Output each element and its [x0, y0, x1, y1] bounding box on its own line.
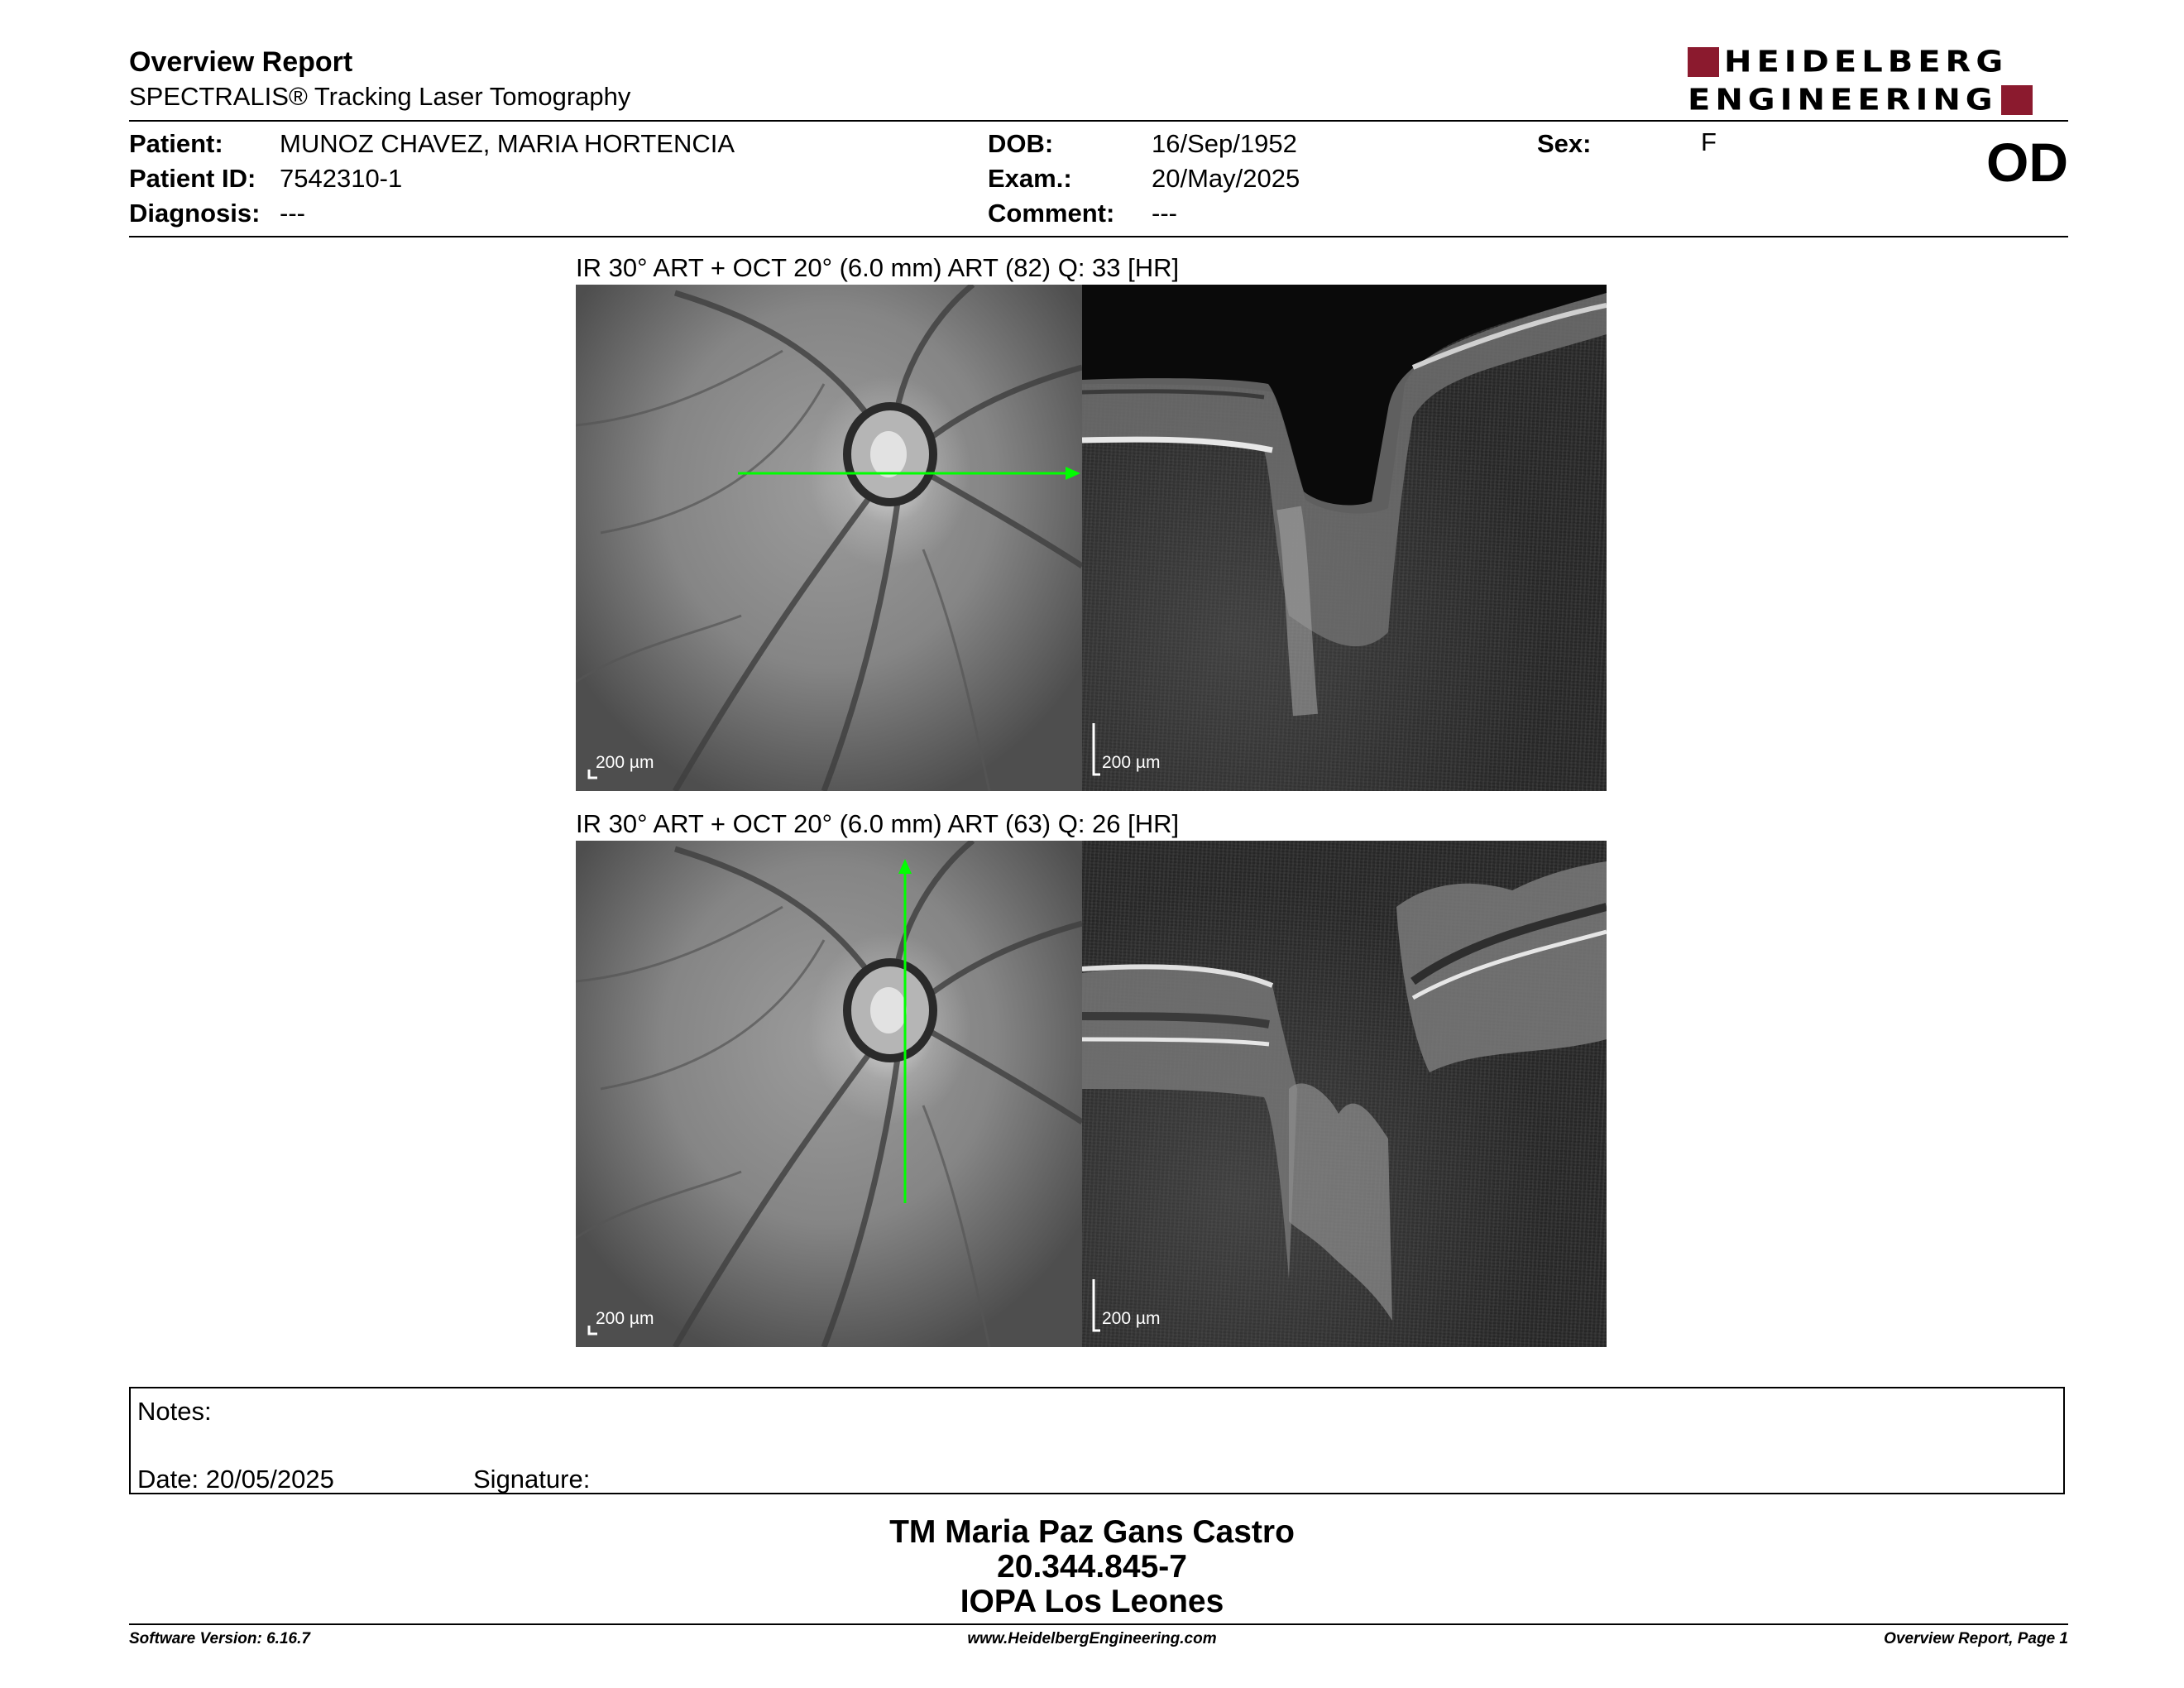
scan-2-oct-image: [1082, 841, 1607, 1347]
scan-2-arrow-head: [898, 859, 912, 874]
scan-1-fundus-vessels: [576, 285, 1082, 791]
exam-label: Exam.:: [988, 164, 1072, 193]
signer-institution: IOPA Los Leones: [960, 1584, 1224, 1619]
scan-1-arrow-head: [1066, 467, 1080, 480]
website-link[interactable]: www.HeidelbergEngineering.com: [967, 1630, 1217, 1647]
patient-divider: [129, 236, 2068, 237]
heidelberg-logo: [1688, 45, 2068, 117]
logo-line-1: HEIDELBERG: [1724, 45, 2009, 79]
patient-id-label: Patient ID:: [129, 164, 256, 193]
patient-label: Patient:: [129, 129, 223, 158]
exam-date: 20/May/2025: [1152, 164, 1300, 193]
logo-square-left: [1688, 47, 1719, 77]
scan-2-oct-scale-bar: [1094, 1279, 1100, 1331]
signer-rut: 20.344.845-7: [997, 1549, 1187, 1585]
diagnosis-value: ---: [280, 199, 305, 228]
patient-name: MUNOZ CHAVEZ, MARIA HORTENCIA: [280, 129, 735, 158]
scan-1-oct-scale-bar: [1094, 723, 1100, 774]
scan-2-fundus-scale-label: 200 µm: [596, 1309, 654, 1328]
scan-2-fundus-image: [576, 841, 1082, 1347]
diagnosis-label: Diagnosis:: [129, 199, 261, 228]
dob-label: DOB:: [988, 129, 1054, 158]
scan-2-oct-scale-label: 200 µm: [1102, 1309, 1161, 1328]
footer-divider: [129, 1623, 2068, 1625]
scan-1-oct-scale-label: 200 µm: [1102, 753, 1161, 772]
scan-1-fundus-scale-label: 200 µm: [596, 753, 654, 772]
signature-label: Signature:: [473, 1465, 591, 1494]
comment-label: Comment:: [988, 199, 1115, 228]
scan-1-oct-layers: [1082, 285, 1607, 791]
report-title: Overview Report: [129, 46, 353, 78]
scan-1-fundus-image: [576, 285, 1082, 791]
scan-1-oct-image: [1082, 285, 1607, 791]
scan-2-title: IR 30° ART + OCT 20° (6.0 mm) ART (63) Q: 26 [HR]: [576, 809, 1180, 838]
sex-label: Sex:: [1537, 129, 1592, 158]
patient-id: 7542310-1: [280, 164, 403, 193]
scan-2-fundus-vessels: [576, 841, 1082, 1347]
page-number: Overview Report, Page 1: [1884, 1630, 2068, 1647]
notes-date: Date: 20/05/2025: [137, 1465, 334, 1494]
header-divider: [129, 120, 2068, 122]
sex-value: F: [1701, 127, 1717, 156]
signer-name: TM Maria Paz Gans Castro: [889, 1514, 1295, 1550]
notes-label: Notes:: [137, 1397, 212, 1426]
report-subtitle: SPECTRALIS® Tracking Laser Tomography: [129, 82, 631, 111]
logo-line-2: ENGINEERING: [1688, 83, 1998, 117]
comment-value: ---: [1152, 199, 1177, 228]
dob-value: 16/Sep/1952: [1152, 129, 1297, 158]
eye-indicator: OD: [1986, 132, 2068, 193]
notes-box: [129, 1387, 2065, 1494]
software-version: Software Version: 6.16.7: [129, 1630, 310, 1647]
scan-2-oct-layers: [1082, 841, 1607, 1347]
scan-1-title: IR 30° ART + OCT 20° (6.0 mm) ART (82) Q: 33 [HR]: [576, 253, 1180, 282]
logo-square-right: [2001, 85, 2033, 115]
